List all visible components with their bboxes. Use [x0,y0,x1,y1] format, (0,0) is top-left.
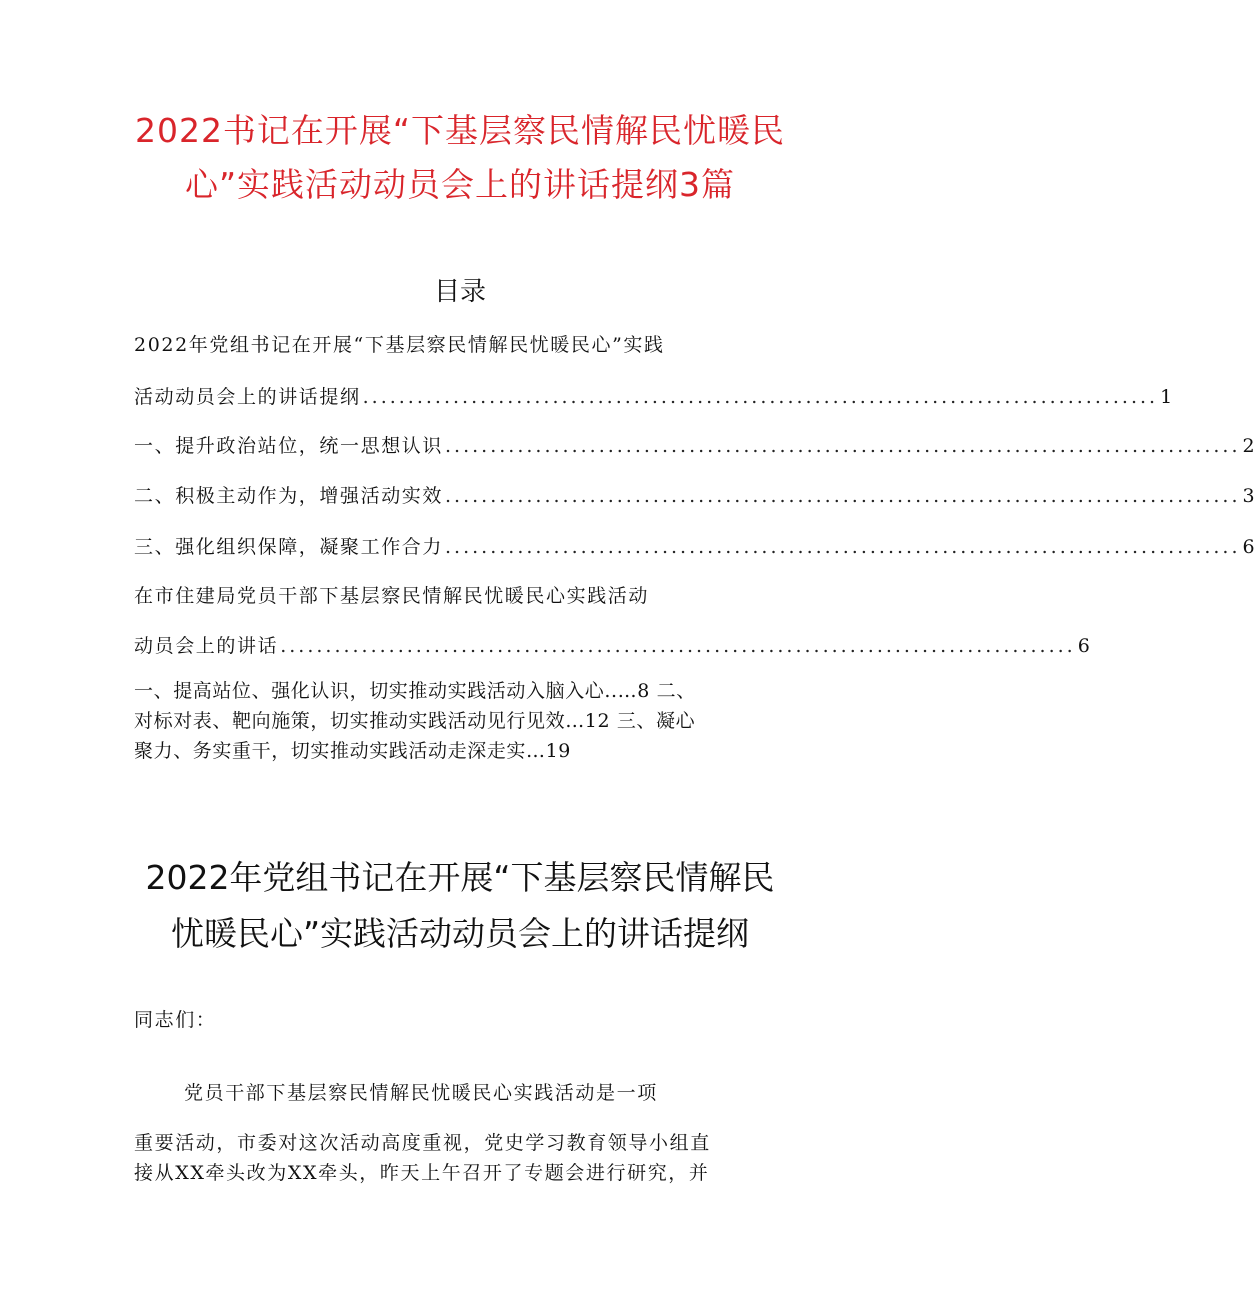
toc-entry-1-line-2: 活动动员会上的讲话提纲 [134,386,361,408]
salutation: 同志们： [134,1009,217,1031]
toc-paragraph-line-3: 聚力、务实重干，切实推动实践活动走深走实…19 [134,740,571,762]
toc-page-number: 1 [1160,386,1173,408]
toc-paragraph-line-2: 对标对表、靶向施策，切实推动实践活动见行见效…12 三、凝心 [134,710,696,732]
body-line-2: 重要活动，市委对这次活动高度重视，党史学习教育领导小组直 [134,1132,711,1154]
toc-entry-5-line-2: 动员会上的讲话 [134,635,279,657]
toc-entry-4[interactable] [134,532,1255,562]
toc-leader-dots: ........................................................................................ [445,485,1241,507]
toc-page-number: 6 [1242,536,1255,558]
toc-heading: 目录 [433,277,486,307]
toc-entry-1-line-1[interactable]: 2022年党组书记在开展“下基层察民情解民忧暖民心”实践 [134,334,665,356]
document-title-line-2: 心”实践活动动员会上的讲话提纲3篇 [184,165,736,204]
section-title [60,850,860,962]
document-title-line-1: 2022书记在开展“下基层察民情解民忧暖民 [134,111,786,150]
toc-subentries-paragraph[interactable] [134,676,804,766]
toc-entry-1[interactable] [134,382,1173,412]
toc-entry-2[interactable] [134,431,1255,461]
body-line-1: 党员干部下基层察民情解民忧暖民心实践活动是一项 [184,1082,658,1104]
toc-paragraph-line-1: 一、提高站位、强化认识，切实推动实践活动入脑入心..…8 二、 [134,680,696,702]
toc-page-number: 2 [1242,435,1255,457]
toc-entry-5[interactable] [134,631,1090,661]
section-title-line-1: 2022年党组书记在开展“下基层察民情解民 [145,858,775,897]
toc-page-number: 3 [1242,485,1255,507]
toc-entry-2-label: 一、提升政治站位，统一思想认识 [134,435,444,457]
toc-leader-dots: ........................................................................................ [280,635,1076,657]
document-title [60,104,860,212]
toc-entry-3-label: 二、积极主动作为，增强活动实效 [134,485,444,507]
toc-entry-4-label: 三、强化组织保障，凝聚工作合力 [134,536,444,558]
toc-leader-dots: ........................................................................................ [445,536,1241,558]
body-line-3: 接从XX牵头改为XX牵头，昨天上午召开了专题会进行研究，并 [134,1162,710,1184]
toc-page-number: 6 [1077,635,1090,657]
toc-entry-3[interactable] [134,481,1255,511]
section-title-line-2: 忧暖民心”实践活动动员会上的讲话提纲 [170,914,750,953]
toc-leader-dots: ........................................................................................ [362,386,1159,408]
toc-entry-5-line-1[interactable]: 在市住建局党员干部下基层察民情解民忧暖民心实践活动 [134,585,650,607]
toc-leader-dots: ........................................................................................ [445,435,1241,457]
